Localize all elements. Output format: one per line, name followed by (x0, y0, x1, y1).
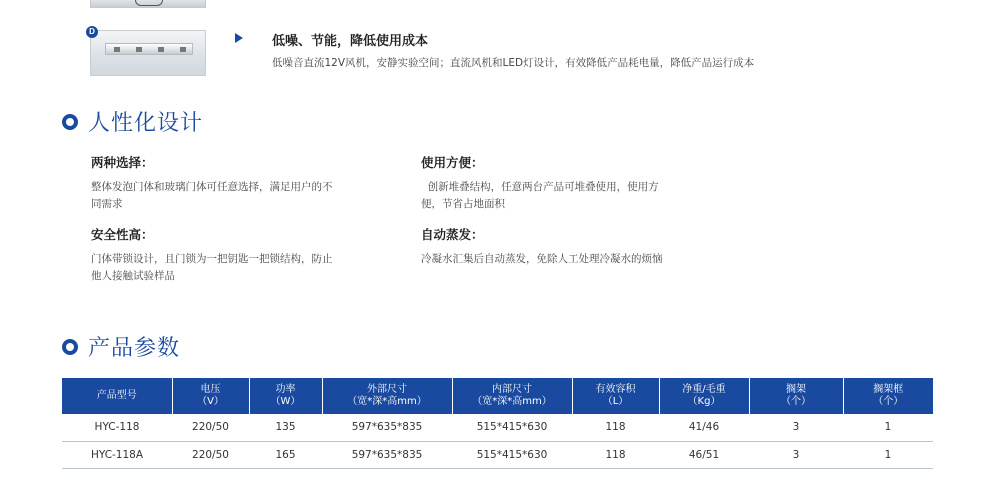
table-cell: 41/46 (659, 414, 749, 441)
table-cell: 220/50 (172, 414, 249, 441)
design-block-safety (91, 225, 371, 285)
th-outer-size: 外部尺寸 （宽*深*高mm） (322, 378, 452, 414)
th-model: 产品型号 (62, 378, 172, 414)
design-block-text: 冷凝水汇集后自动蒸发，免除人工处理冷凝水的烦恼 (421, 253, 663, 265)
table-cell: 515*415*630 (452, 441, 572, 468)
th-weight: 净重/毛重 （Kg） (659, 378, 749, 414)
design-block-text: 整体发泡门体和玻璃门体可任意选择，满足用户的不 同需求 (91, 181, 333, 210)
feature-title: 低噪、节能，降低使用成本 (272, 34, 429, 49)
section-heading-params (62, 331, 180, 362)
table-cell: 220/50 (172, 441, 249, 468)
table-row (62, 414, 933, 441)
circle-bullet-icon (62, 114, 78, 130)
th-inner-size: 内部尺寸 （宽*深*高mm） (452, 378, 572, 414)
circle-bullet-icon (62, 339, 78, 355)
bullet-arrow-icon (235, 33, 243, 43)
table-cell: HYC-118 (62, 414, 172, 441)
table-cell: 597*635*835 (322, 441, 452, 468)
table-cell: 46/51 (659, 441, 749, 468)
th-power: 功率 （W） (249, 378, 322, 414)
table-row (62, 441, 933, 468)
table-cell: 3 (749, 414, 843, 441)
design-block-evaporation (421, 225, 701, 268)
table-cell: HYC-118A (62, 441, 172, 468)
section-heading-design (62, 106, 203, 137)
design-block-title: 自动蒸发： (421, 227, 484, 242)
th-shelf: 搁架 （个） (749, 378, 843, 414)
table-cell: 3 (749, 441, 843, 468)
design-block-text: 门体带锁设计，且门锁为一把钥匙一把锁结构，防止 他人接触试验样品 (91, 253, 333, 282)
feature-badge: D (86, 26, 98, 38)
table-cell: 1 (843, 441, 933, 468)
design-block-convenience (421, 153, 701, 213)
table-cell: 597*635*835 (322, 414, 452, 441)
design-block-title: 使用方便： (421, 155, 484, 170)
spec-table (62, 378, 933, 469)
design-block-choice (91, 153, 371, 213)
th-volume: 有效容积 （L） (572, 378, 659, 414)
th-voltage: 电压 （V） (172, 378, 249, 414)
table-cell: 1 (843, 414, 933, 441)
section-title: 人性化设计 (88, 111, 204, 136)
table-cell: 165 (249, 441, 322, 468)
design-block-text: 创新堆叠结构，任意两台产品可堆叠使用，使用方 便，节省占地面积 (421, 181, 659, 210)
table-cell: 515*415*630 (452, 414, 572, 441)
product-image-fan-led (90, 30, 206, 76)
design-block-title: 安全性高： (91, 227, 154, 242)
section-title: 产品参数 (88, 336, 181, 361)
feature-description: 低噪音直流12V风机，安静实验空间；直流风机和LED灯设计，有效降低产品耗电量，降低产品运行成本 (272, 57, 755, 69)
product-image-top (90, 0, 206, 8)
table-header-row (62, 378, 933, 414)
table-cell: 135 (249, 414, 322, 441)
th-shelf-frame: 搁架框 （个） (843, 378, 933, 414)
table-cell: 118 (572, 441, 659, 468)
design-block-title: 两种选择： (91, 155, 154, 170)
table-cell: 118 (572, 414, 659, 441)
